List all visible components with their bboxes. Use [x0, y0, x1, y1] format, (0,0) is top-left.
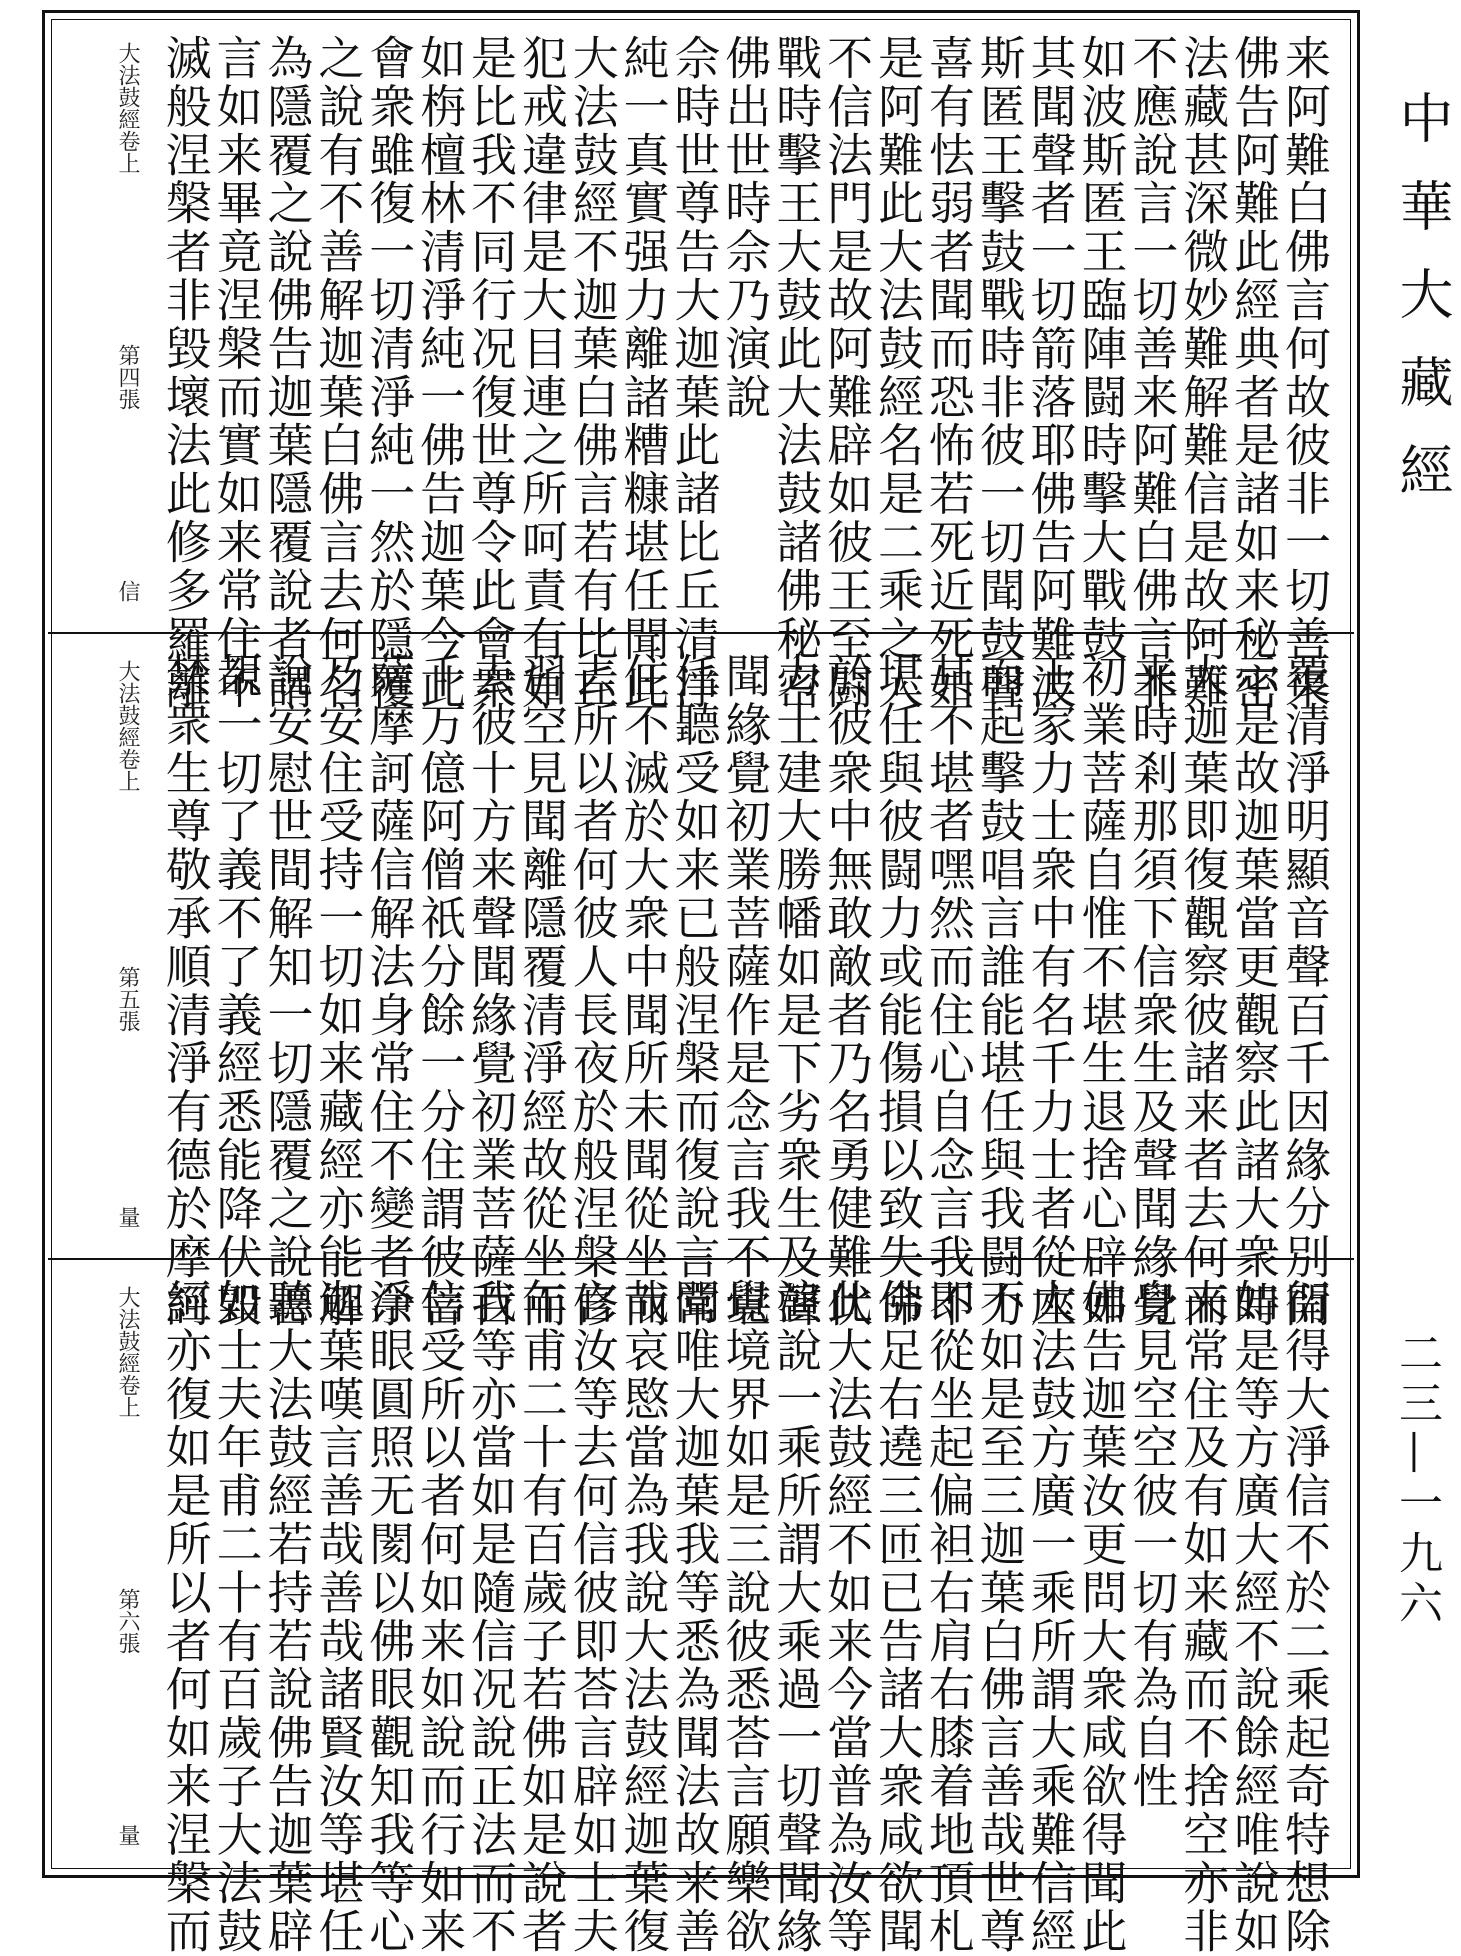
text-column: 不如是至三迦葉白佛言善哉世尊: [972, 1278, 1027, 1956]
text-column: 滅般涅槃者非毀壞法此修多羅離: [158, 34, 213, 712]
panel-2-colophon: [112, 660, 143, 1228]
colophon-mark: 信: [115, 580, 140, 602]
text-column: 如波斯匿王臨陣闘時擊大戰鼓: [1074, 34, 1129, 664]
text-column: 會衆雖復一切清淨純一然於隱覆: [362, 34, 417, 712]
text-column: 即從坐起偏袒右肩右膝着地頂札: [921, 1278, 976, 1956]
text-panel-2: [48, 632, 1354, 1330]
text-column: 斯匿王擊鼓戰時非彼一切聞鼓聲: [972, 34, 1027, 712]
text-column: 佛足右遶三匝已告諸大衆咸欲聞: [871, 1278, 925, 1956]
text-column: 如是等方廣大經不說餘經唯說如: [1227, 1278, 1282, 1956]
panel-3-colophon: [112, 1286, 143, 1846]
colophon-mark: 量: [115, 1206, 140, 1228]
text-column: 是阿難此大法鼓經名是二乘之人: [871, 34, 925, 712]
text-column: 禁衆生尊敬承順清淨有德於摩訶: [158, 652, 213, 1330]
colophon-sheet: 第四張: [115, 344, 140, 410]
text-panel-1: [48, 16, 1354, 712]
text-column: 佛告迦葉汝更問大衆咸欲得聞此: [1074, 1278, 1129, 1956]
text-column: 覆清淨明顯音聲百千因緣分別開: [1278, 652, 1332, 1330]
text-column: 乃安住受持一切如来藏經亦能解: [311, 652, 366, 1330]
text-column: 說安慰世間解知一切隱覆之說善: [260, 652, 315, 1330]
text-column: 来阿難白佛言何故彼非一切善来: [1278, 34, 1332, 712]
text-column: 演說一乘所謂大乘過一切聲聞緣: [769, 1278, 824, 1956]
text-column: 言如来畢竟涅槃而實如来常住不: [209, 34, 264, 712]
text-column: 經亦復如是所以者何如来涅槃而: [158, 1278, 213, 1956]
text-column: 於彼衆中無敢敵者乃名勇健難伏: [820, 652, 875, 1330]
text-column: 大迦葉即復觀察彼諸来者去何而: [1176, 652, 1231, 1330]
text-column: 佛告阿難此經典者是諸如来秘密: [1227, 34, 1282, 712]
text-column: 聽大法鼓經若持若說佛告迦葉辟: [260, 1278, 315, 1956]
text-column: 住不滅於大衆中聞所未聞從坐而: [616, 652, 671, 1330]
text-column: 信受所以者何如来如說而行如来: [413, 1278, 468, 1956]
panel-2-columns: [158, 652, 1332, 1330]
text-column: 如栴檀林清淨純一佛告迦葉今此: [413, 34, 468, 712]
text-column: 是比我不同行况復世尊令此會衆: [464, 34, 518, 712]
text-column: 覺境界如是三說彼悉荅言願樂欲: [718, 1278, 773, 1956]
text-column: 迦葉嘆言善哉善哉諸賢汝等堪任: [311, 1278, 366, 1956]
colophon-title: 大法鼓經卷上: [115, 42, 140, 174]
colophon-mark: 量: [115, 1824, 140, 1846]
text-column: 之說有不善解迦葉白佛言去何名: [311, 34, 366, 712]
text-column: 如士夫年甫二十有百歲子大法鼓: [209, 1278, 264, 1956]
text-column: 喜有怯弱者聞而恐怖若死近死如: [921, 34, 976, 712]
text-column: 為隱覆之說佛告迦葉隱覆說者謂: [260, 34, 315, 712]
text-column: 初業菩薩自惟不堪生退捨心辟如: [1074, 652, 1129, 1330]
text-column: 佘時世尊告大迦葉此諸比丘清淨: [667, 34, 722, 712]
text-column: 聞唯大迦葉我等悉為聞法故来善: [667, 1278, 722, 1956]
text-column: 年甫二十有百歲子若佛如是說者: [514, 1278, 569, 1956]
text-column: 千万億阿僧祇分餘一分住謂彼菩: [413, 652, 468, 1330]
text-column: 淨眼圓照无閡以佛眼觀知我等心: [362, 1278, 417, 1956]
text-column: 哉哀愍當為我說大法鼓經迦葉復: [616, 1278, 671, 1956]
colophon-sheet: 第五張: [115, 966, 140, 1032]
text-column: 此大法鼓經不如来今當普為汝等: [820, 1278, 875, 1956]
colophon-title: 大法鼓經卷上: [115, 1286, 140, 1418]
text-column: 王家力士衆中有名千力士者從座: [1023, 652, 1078, 1330]
text-column: 薩摩訶薩信解法身常住不變者佘: [362, 652, 417, 1330]
collection-title: 中華大藏經: [1391, 90, 1454, 530]
text-column: 戰時擊王大鼓此大法鼓諸佛秘密: [769, 34, 824, 712]
text-panel-3: [48, 1258, 1354, 1956]
text-column: 而起擊鼓唱言誰能堪任與我闘力: [972, 652, 1027, 1330]
text-column: 力士建大勝幡如是下劣衆生及聲: [769, 652, 824, 1330]
text-column: 不信法門是故阿難辟如彼王至闘: [820, 34, 875, 712]
text-column: 犯戒違律是大目連之所呵責有如: [514, 34, 569, 712]
text-column: 身見空空彼一切有為自性: [1125, 1278, 1180, 1811]
text-column: 大法鼓經不迦葉白佛言若有比丘: [565, 34, 620, 712]
text-column: 去所以者何彼人長夜於般涅槃修: [565, 652, 620, 1330]
colophon-title: 大法鼓經卷上: [115, 660, 140, 792]
panel-1-columns: [158, 34, 1332, 712]
colophon-sheet: 第六張: [115, 1588, 140, 1654]
text-column: 大法鼓方廣一乘所謂大乘難信經: [1023, 1278, 1078, 1956]
text-column: 来時剎那須下信衆生及聲聞緣覺: [1125, 652, 1180, 1330]
text-column: 不應說言一切善来阿難白佛言非: [1125, 34, 1180, 712]
text-column: 我等亦當如是隨信况說正法而不: [464, 1278, 518, 1956]
panel-1-colophon: [112, 42, 143, 602]
text-column: 習空見聞離隱覆清淨經故從坐而: [514, 652, 569, 1330]
text-column: 法藏甚深微妙難解難信是故阿難: [1176, 34, 1231, 712]
text-column: 示是故迦葉當更觀察此諸大衆時: [1227, 652, 1282, 1330]
text-column: 聞緣覺初業菩薩作是念言我不堪: [718, 652, 773, 1330]
text-column: 其不堪者嘿然而住心自念言我不: [921, 652, 976, 1330]
text-column: 去彼十方来聲聞緣覺初業菩薩百: [464, 652, 518, 1330]
page-number: 二三—一九六: [1391, 1330, 1442, 1630]
text-column: 覩一切了義不了義經悉能降伏毀: [209, 652, 264, 1330]
text-column: 純一真實强力離諸糟糠堪任聞此: [616, 34, 671, 712]
text-column: 衍得大淨信不於二乘起奇特想除: [1278, 1278, 1332, 1956]
text-column: 来常住及有如来藏而不捨空亦非: [1176, 1278, 1231, 1956]
panel-3-columns: [158, 1278, 1332, 1956]
text-column: 佛出世時佘乃演說: [718, 34, 773, 422]
text-column: 任聽受如来已般涅槃而復說言常: [667, 652, 722, 1330]
text-column: 堪任與彼闘力或能傷損以致失命: [871, 652, 925, 1330]
text-column: 其聞聲者一切箭落耶佛告阿難波: [1023, 34, 1078, 712]
text-column: 言汝等去何信彼即荅言辟如士夫: [565, 1278, 620, 1956]
